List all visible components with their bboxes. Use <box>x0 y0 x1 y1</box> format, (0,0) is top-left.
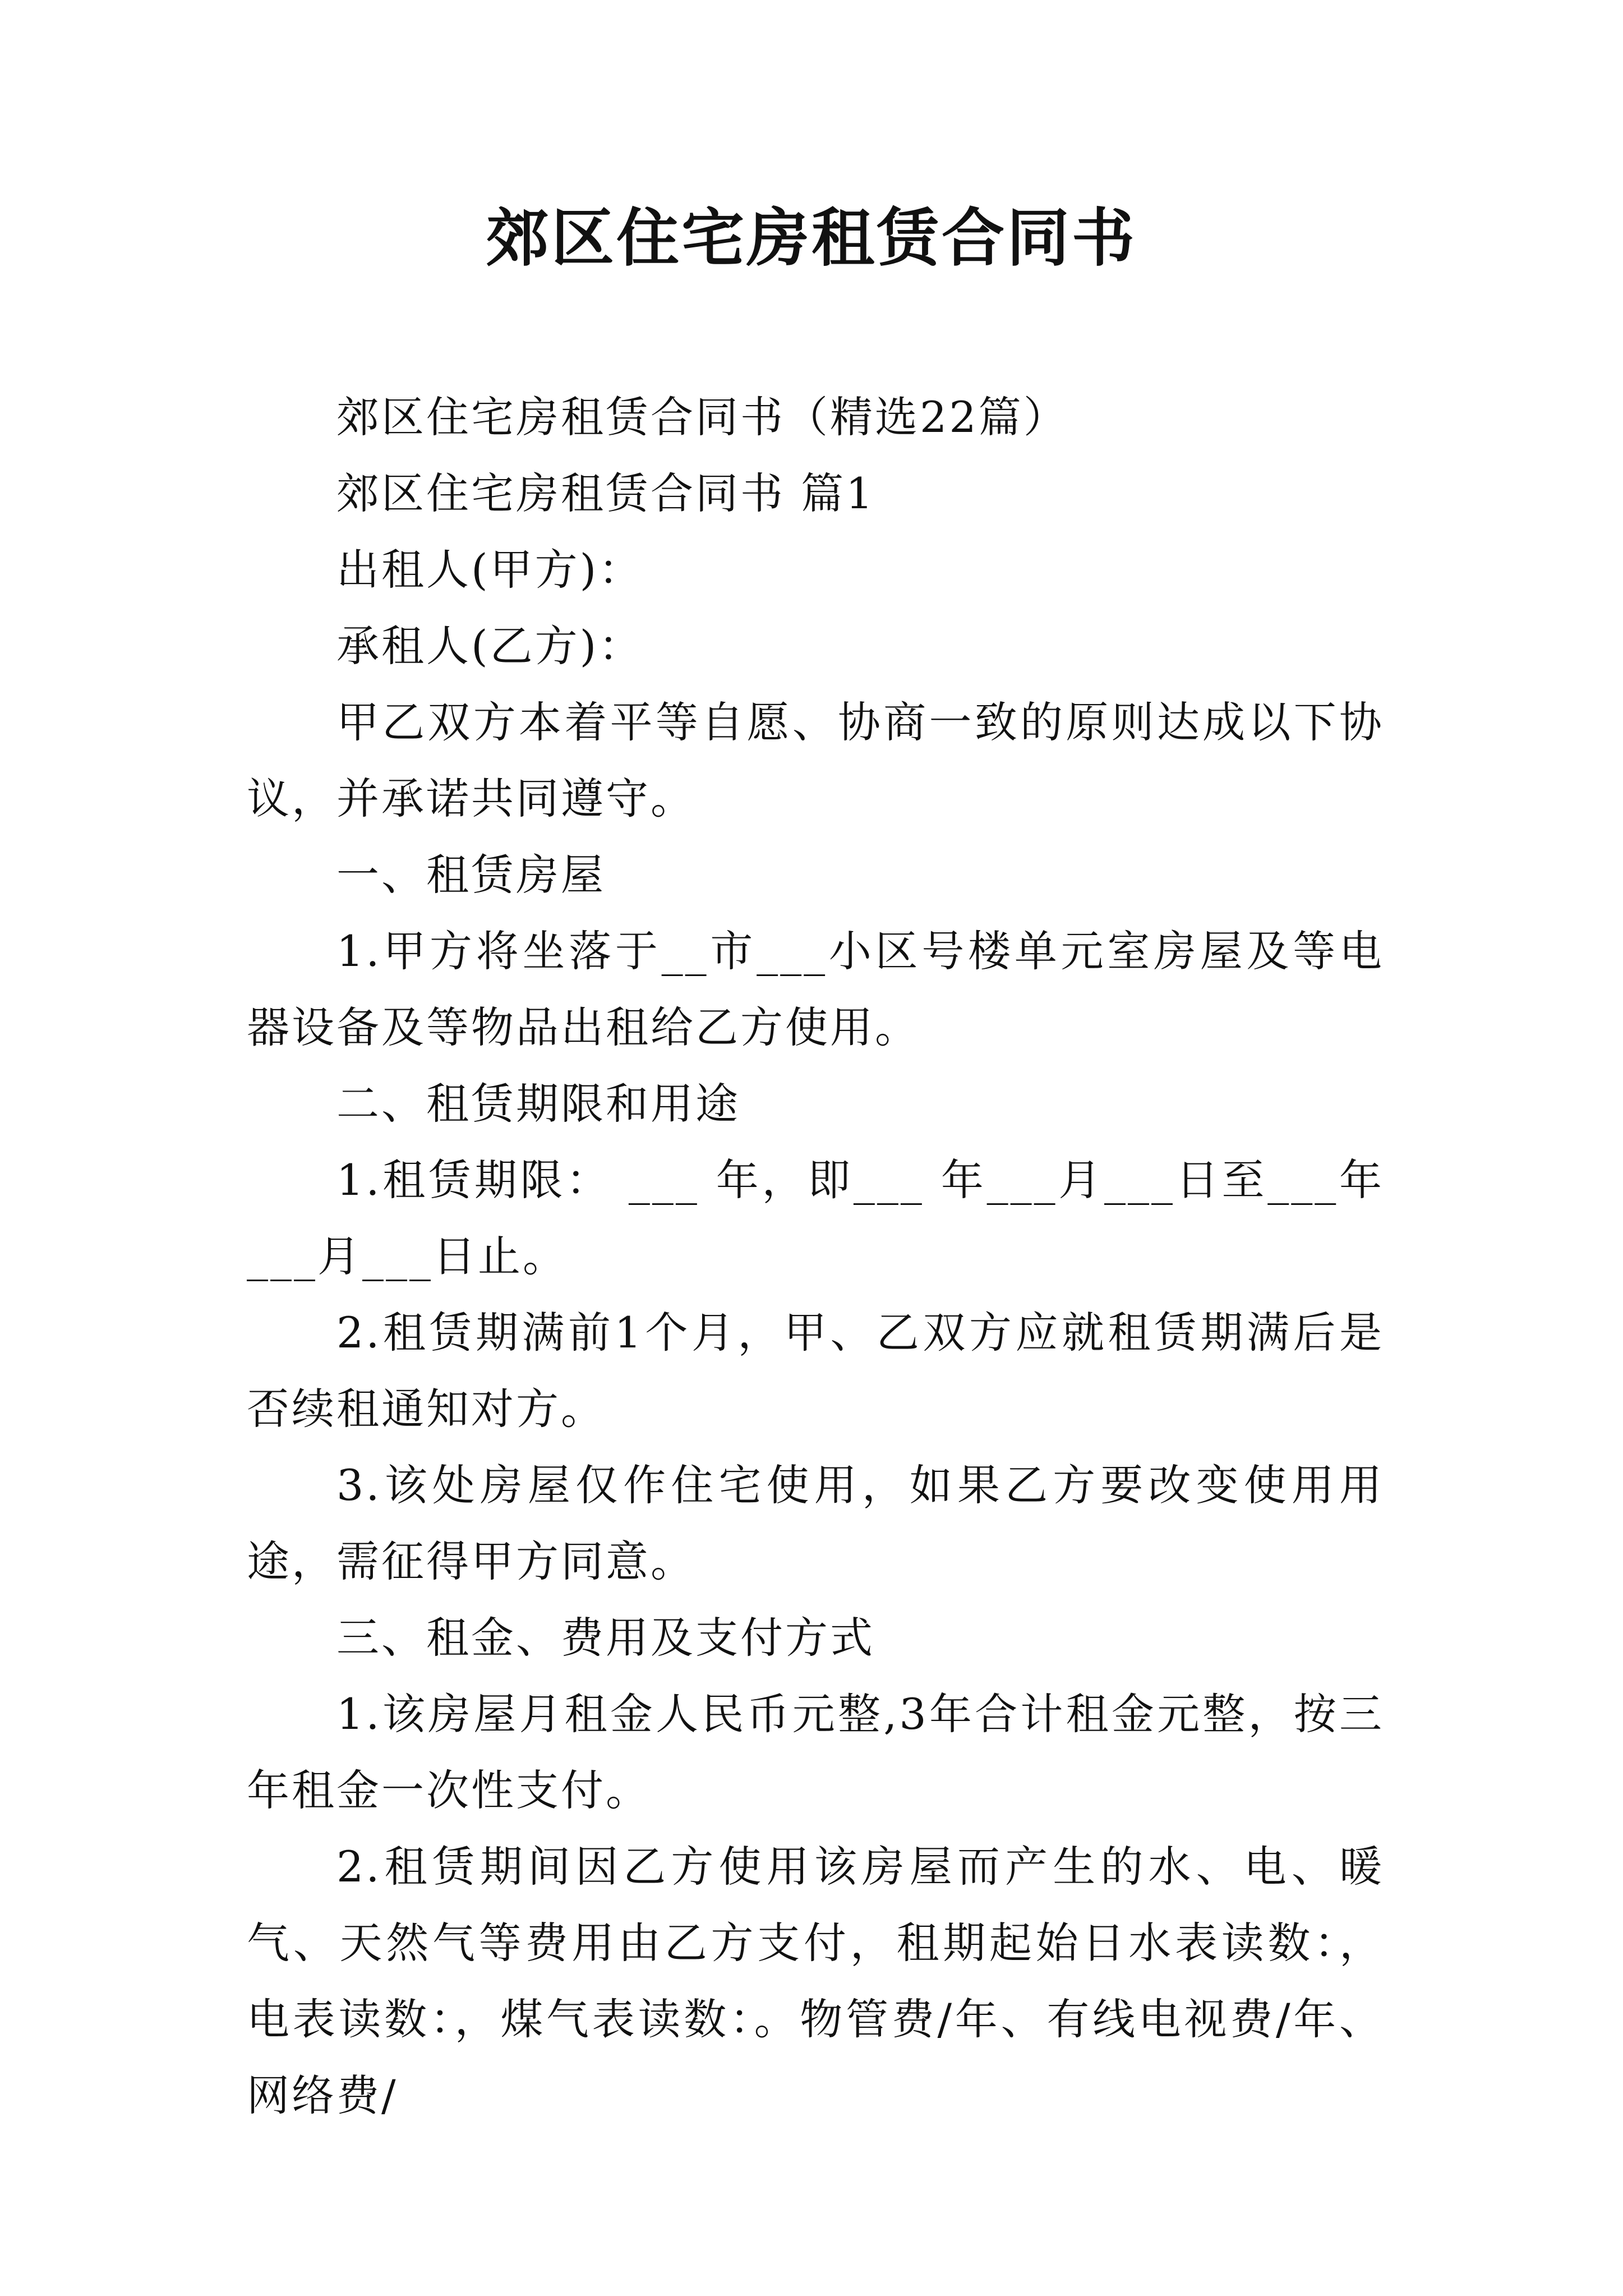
document-title: 郊区住宅房租赁合同书 <box>486 201 1137 275</box>
paragraph-agreement-intro: 甲乙双方本着平等自愿、协商一致的原则达成以下协议，并承诺共同遵守。 <box>247 697 1384 823</box>
paragraph-clause: 3.该处房屋仅作住宅使用，如果乙方要改变使用用途，需征得甲方同意。 <box>247 1460 1384 1586</box>
paragraph-section-heading: 郊区住宅房租赁合同书 篇1 <box>336 468 875 518</box>
paragraph-lessor: 出租人(甲方)： <box>336 545 644 595</box>
paragraph-clause: 1.该房屋月租金人民币元整,3年合计租金元整，按三年租金一次性支付。 <box>247 1689 1384 1815</box>
paragraph-clause: 1.租赁期限： ___ 年，即___ 年___月___日至___年___月___日止。 <box>247 1155 1384 1281</box>
paragraph-lessee: 承租人(乙方)： <box>336 621 644 671</box>
paragraph-clause: 2.租赁期满前1个月，甲、乙双方应就租赁期满后是否续租通知对方。 <box>247 1308 1384 1434</box>
document-body <box>247 379 1384 2134</box>
paragraph-clause: 1.甲方将坐落于__市___小区号楼单元室房屋及等电器设备及等物品出租给乙方使用。 <box>247 926 1384 1052</box>
paragraph-clause: 2.租赁期间因乙方使用该房屋而产生的水、电、暖气、天然气等费用由乙方支付，租期起始日水表读数：，电表读数：，煤气表读数：。物管费/年、有线电视费/年、网络费/ <box>247 1842 1384 2120</box>
paragraph-heading-rent-payment: 三、租金、费用及支付方式 <box>336 1613 875 1663</box>
paragraph-heading-term-usage: 二、租赁期限和用途 <box>336 1079 740 1129</box>
paragraph-subtitle: 郊区住宅房租赁合同书（精选22篇） <box>336 392 1068 442</box>
paragraph-heading-rental-property: 一、租赁房屋 <box>336 850 606 900</box>
